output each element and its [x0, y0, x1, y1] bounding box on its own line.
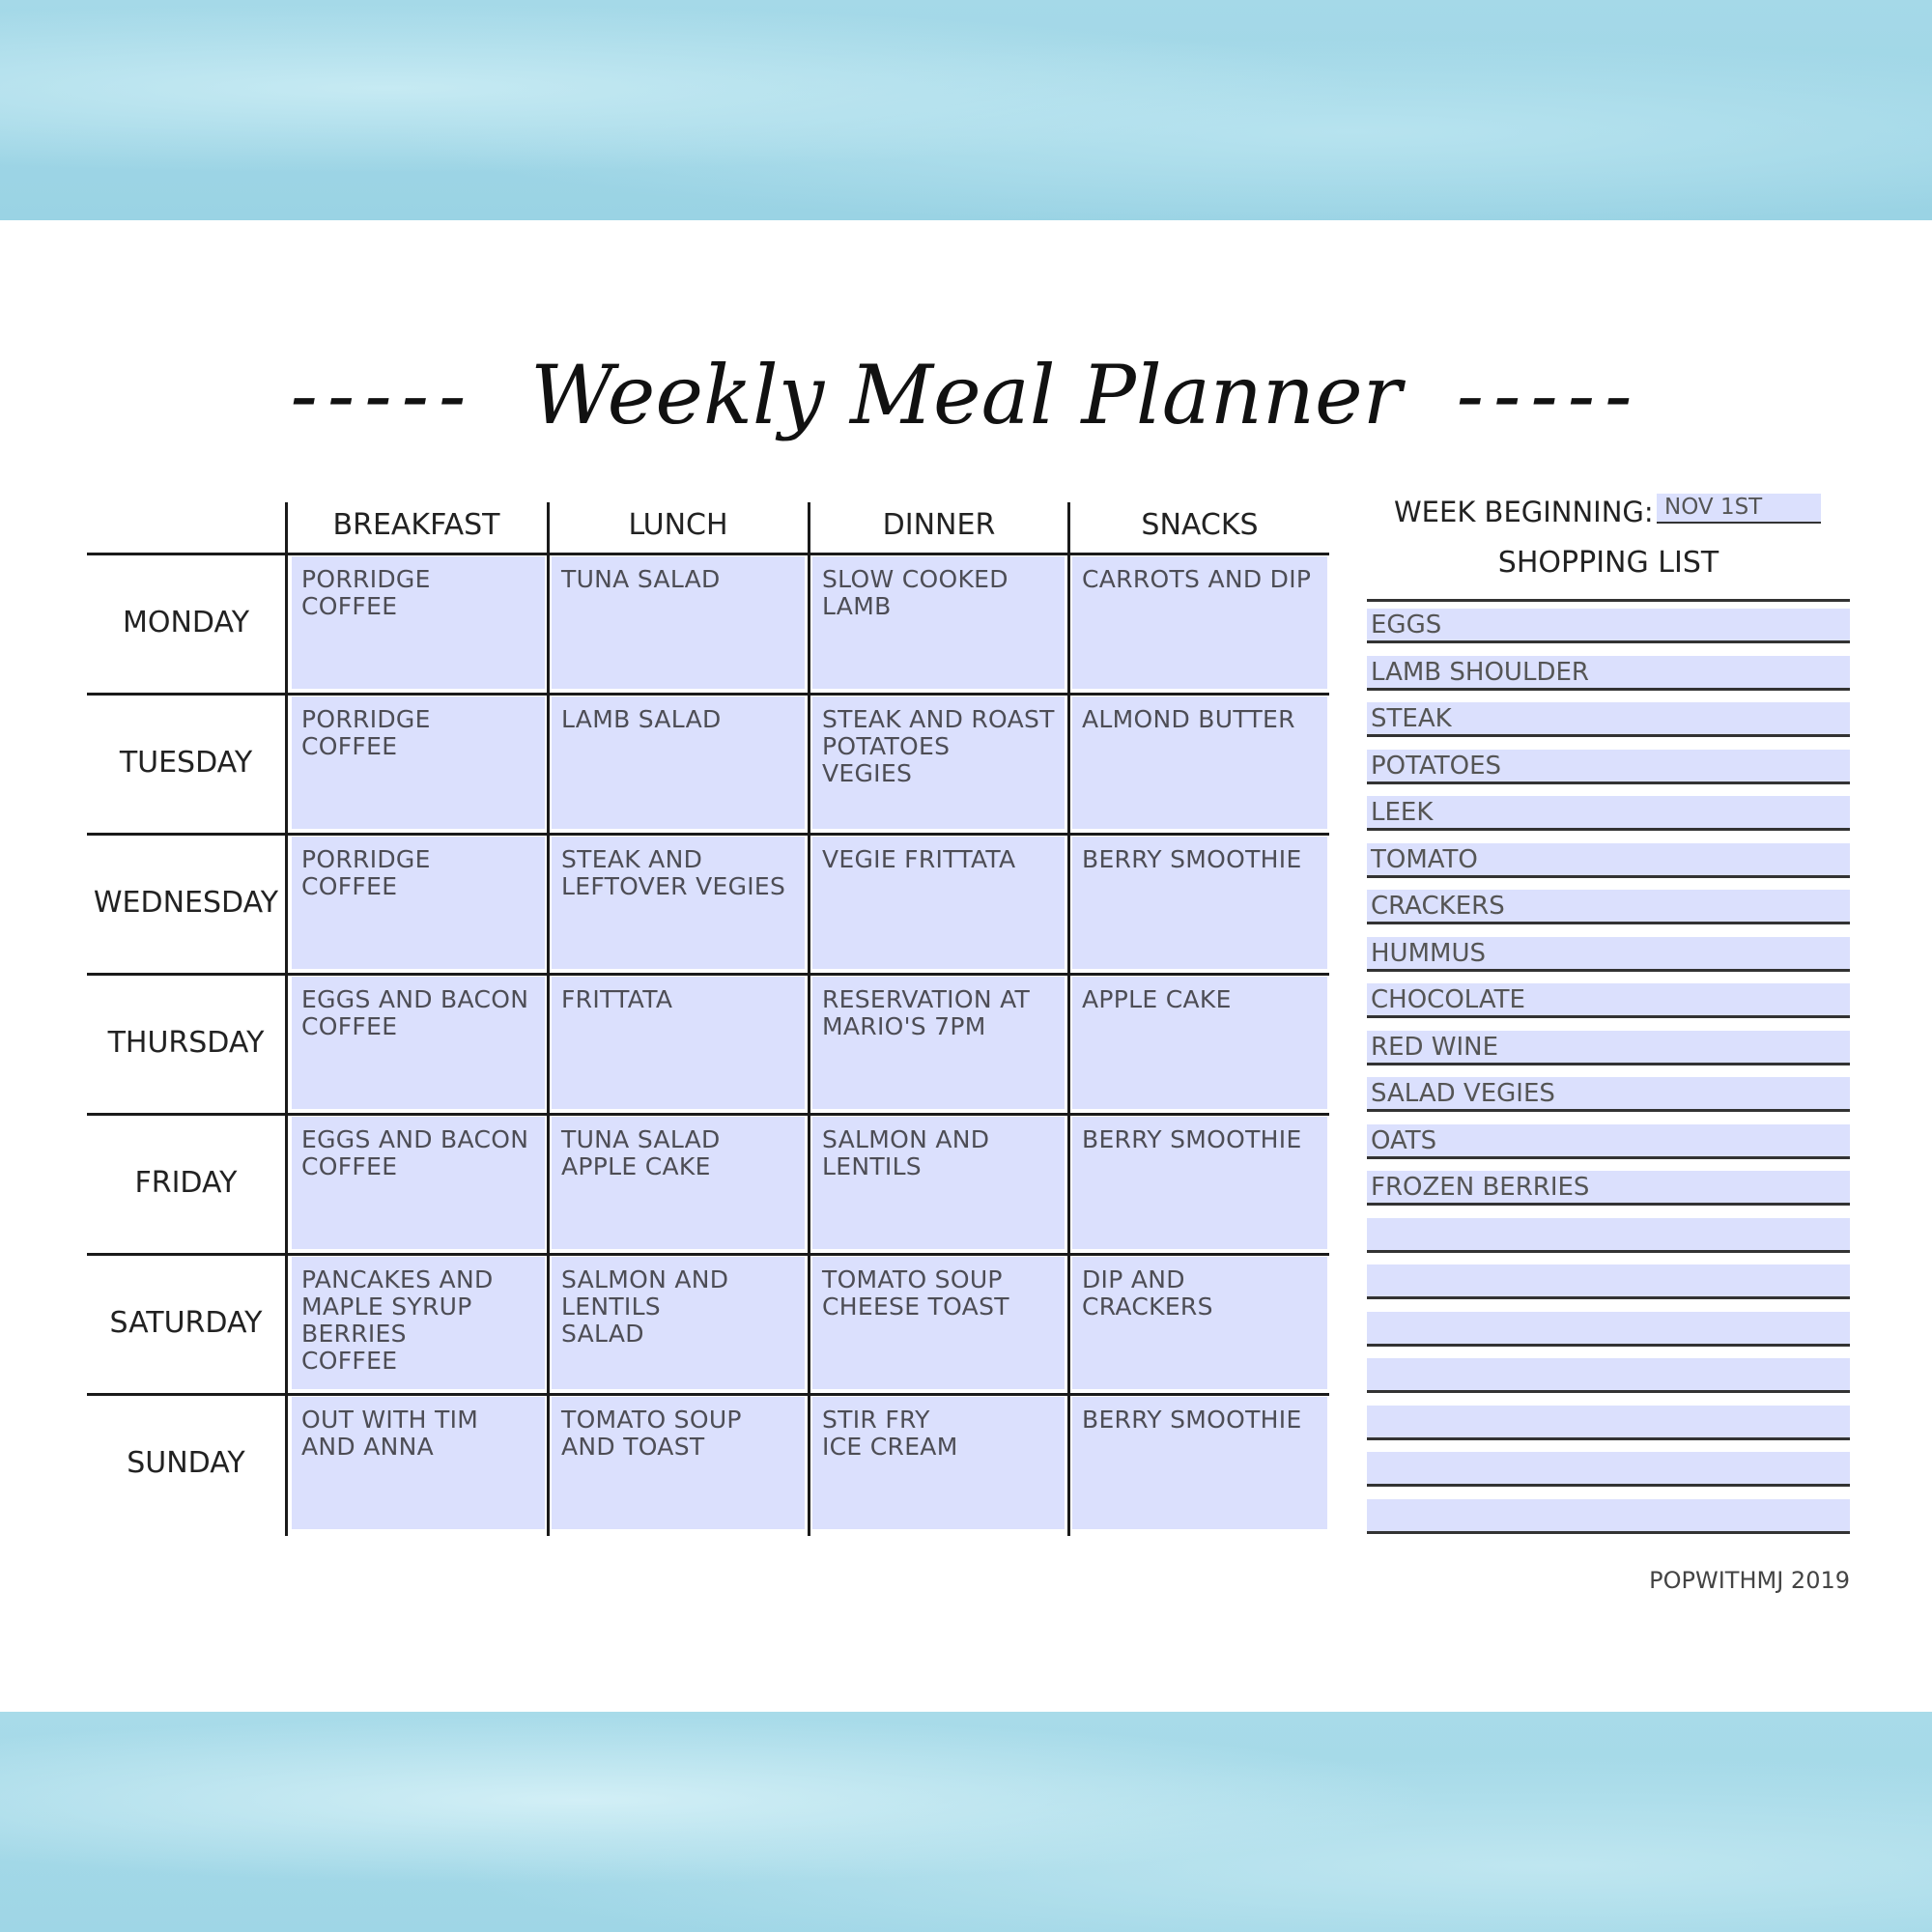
meal-cell-monday-snacks[interactable]: CARROTS AND DIP — [1072, 556, 1327, 689]
day-label-thursday: THURSDAY — [107, 1026, 265, 1060]
day-label-saturday: SATURDAY — [109, 1306, 263, 1340]
meal-cell-saturday-dinner[interactable]: TOMATO SOUP CHEESE TOAST — [812, 1257, 1065, 1389]
shopping-list-item[interactable]: FROZEN BERRIES — [1367, 1171, 1850, 1206]
meal-cell-wednesday-dinner[interactable]: VEGIE FRITTATA — [812, 837, 1065, 969]
shopping-list-item[interactable] — [1367, 1499, 1850, 1534]
shopping-list-item[interactable]: OATS — [1367, 1124, 1850, 1159]
grid-line — [87, 1253, 1329, 1256]
footer-credit: POPWITHMJ 2019 — [1649, 1567, 1850, 1594]
grid-line — [87, 1113, 1329, 1116]
title-text: Weekly Meal Planner — [530, 348, 1402, 442]
shopping-list-item[interactable] — [1367, 1218, 1850, 1253]
shopping-list-item[interactable]: CHOCOLATE — [1367, 983, 1850, 1018]
column-header-dinner: DINNER — [882, 508, 996, 542]
day-label-sunday: SUNDAY — [127, 1446, 245, 1480]
meal-cell-saturday-snacks[interactable]: DIP AND CRACKERS — [1072, 1257, 1327, 1389]
meal-cell-saturday-lunch[interactable]: SALMON AND LENTILS SALAD — [552, 1257, 805, 1389]
watercolor-band-bottom — [0, 1712, 1932, 1932]
week-beginning-field[interactable]: NOV 1ST — [1657, 494, 1821, 524]
shopping-list-item[interactable] — [1367, 1452, 1850, 1487]
meal-cell-tuesday-lunch[interactable]: LAMB SALAD — [552, 696, 805, 829]
watercolor-band-top — [0, 0, 1932, 220]
grid-line — [808, 502, 810, 1536]
grid-line — [87, 1393, 1329, 1396]
shopping-list-item[interactable]: POTATOES — [1367, 750, 1850, 784]
grid-line — [1067, 502, 1070, 1536]
meal-cell-sunday-snacks[interactable]: BERRY SMOOTHIE — [1072, 1397, 1327, 1529]
shopping-list-item[interactable]: CRACKERS — [1367, 890, 1850, 924]
shopping-list-item[interactable]: TOMATO — [1367, 843, 1850, 878]
meal-cell-friday-snacks[interactable]: BERRY SMOOTHIE — [1072, 1117, 1327, 1249]
meal-cell-monday-lunch[interactable]: TUNA SALAD — [552, 556, 805, 689]
meal-cell-sunday-lunch[interactable]: TOMATO SOUP AND TOAST — [552, 1397, 805, 1529]
shopping-list-item[interactable]: EGGS — [1367, 609, 1850, 643]
day-label-tuesday: TUESDAY — [119, 746, 253, 780]
column-header-breakfast: BREAKFAST — [332, 508, 500, 542]
grid-line — [285, 502, 288, 1536]
meal-cell-friday-lunch[interactable]: TUNA SALAD APPLE CAKE — [552, 1117, 805, 1249]
meal-cell-tuesday-breakfast[interactable]: PORRIDGE COFFEE — [292, 696, 545, 829]
shopping-list-rule — [1367, 599, 1850, 602]
grid-line — [87, 833, 1329, 836]
meal-cell-wednesday-lunch[interactable]: STEAK AND LEFTOVER VEGIES — [552, 837, 805, 969]
meal-cell-wednesday-breakfast[interactable]: PORRIDGE COFFEE — [292, 837, 545, 969]
day-label-wednesday: WEDNESDAY — [93, 886, 279, 920]
meal-cell-thursday-breakfast[interactable]: EGGS AND BACON COFFEE — [292, 977, 545, 1109]
column-header-snacks: SNACKS — [1141, 508, 1259, 542]
day-label-friday: FRIDAY — [134, 1166, 238, 1200]
shopping-list-item[interactable] — [1367, 1406, 1850, 1440]
shopping-list-item[interactable] — [1367, 1358, 1850, 1393]
shopping-list-title: SHOPPING LIST — [1497, 546, 1719, 580]
page-title — [0, 348, 1932, 442]
grid-line — [87, 553, 1329, 555]
meal-cell-sunday-dinner[interactable]: STIR FRY ICE CREAM — [812, 1397, 1065, 1529]
shopping-list-item[interactable]: RED WINE — [1367, 1031, 1850, 1065]
meal-cell-saturday-breakfast[interactable]: PANCAKES AND MAPLE SYRUP BERRIES COFFEE — [292, 1257, 545, 1389]
week-beginning-label: WEEK BEGINNING: — [1394, 496, 1654, 528]
meal-cell-monday-dinner[interactable]: SLOW COOKED LAMB — [812, 556, 1065, 689]
column-header-lunch: LUNCH — [628, 508, 728, 542]
shopping-list-item[interactable]: LEEK — [1367, 796, 1850, 831]
meal-cell-friday-breakfast[interactable]: EGGS AND BACON COFFEE — [292, 1117, 545, 1249]
meal-cell-thursday-lunch[interactable]: FRITTATA — [552, 977, 805, 1109]
shopping-list-item[interactable] — [1367, 1312, 1850, 1347]
shopping-list-item[interactable]: LAMB SHOULDER — [1367, 656, 1850, 691]
meal-cell-thursday-snacks[interactable]: APPLE CAKE — [1072, 977, 1327, 1109]
shopping-list-item[interactable]: HUMMUS — [1367, 937, 1850, 972]
meal-cell-sunday-breakfast[interactable]: OUT WITH TIM AND ANNA — [292, 1397, 545, 1529]
meal-cell-friday-dinner[interactable]: SALMON AND LENTILS — [812, 1117, 1065, 1249]
grid-line — [547, 502, 550, 1536]
meal-cell-thursday-dinner[interactable]: RESERVATION AT MARIO'S 7PM — [812, 977, 1065, 1109]
grid-line — [87, 973, 1329, 976]
title-left-dashes: ----- — [290, 348, 476, 442]
shopping-list-item[interactable]: SALAD VEGIES — [1367, 1077, 1850, 1112]
grid-line — [87, 693, 1329, 696]
meal-cell-tuesday-snacks[interactable]: ALMOND BUTTER — [1072, 696, 1327, 829]
meal-cell-monday-breakfast[interactable]: PORRIDGE COFFEE — [292, 556, 545, 689]
shopping-list-item[interactable]: STEAK — [1367, 702, 1850, 737]
day-label-monday: MONDAY — [122, 606, 250, 639]
meal-cell-tuesday-dinner[interactable]: STEAK AND ROAST POTATOES VEGIES — [812, 696, 1065, 829]
title-right-dashes: ----- — [1456, 348, 1642, 442]
shopping-list-item[interactable] — [1367, 1264, 1850, 1299]
meal-cell-wednesday-snacks[interactable]: BERRY SMOOTHIE — [1072, 837, 1327, 969]
